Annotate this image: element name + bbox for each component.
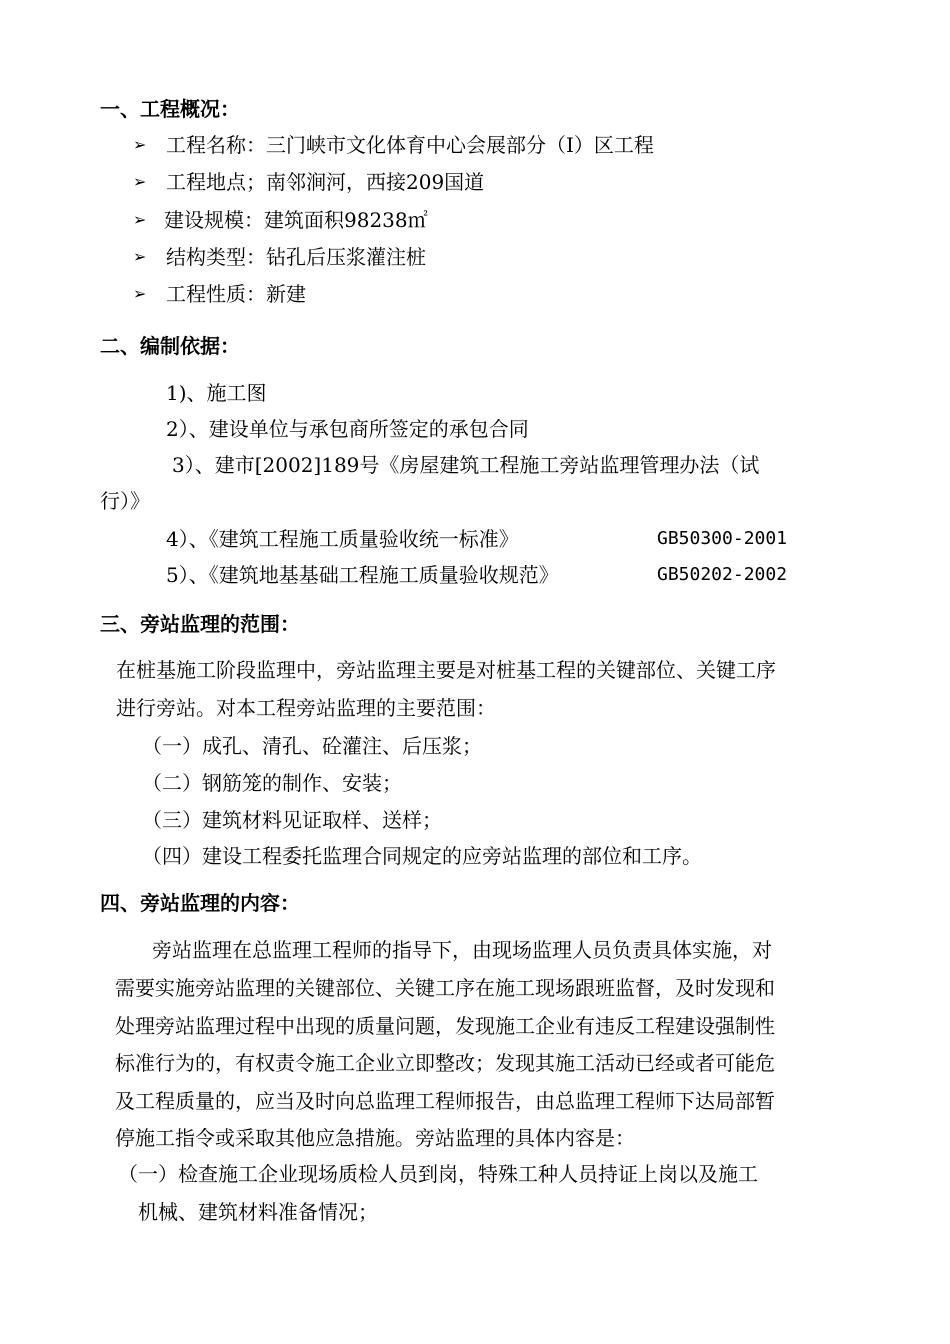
bullet-arrow-icon: ➢ [133,210,147,229]
basis-code-4: GB50300-2001 [657,528,788,549]
scope-item-1: （一）成孔、清孔、砼灌注、后压浆； [142,734,482,758]
scope-item-4: （四）建设工程委托监理合同规定的应旁站监理的部位和工序。 [142,844,702,868]
basis-item-3-cont: 行）》 [100,489,150,513]
basis-item-1: 1)、施工图 [166,381,267,405]
scope-intro-line-2: 进行旁站。对本工程旁站监理的主要范围： [116,696,496,720]
content-paragraph-line-5: 及工程质量的，应当及时向总监理工程师报告，由总监理工程师下达局部暂 [115,1089,775,1113]
bullet-arrow-icon: ➢ [133,284,147,303]
basis-item-3: 3）、建市[2002]189号《房屋建筑工程施工旁站监理管理办法（试 [172,453,760,477]
basis-item-4: 4）、《建筑工程施工质量验收统一标准》 [166,527,519,551]
section-heading-scope: 三、旁站监理的范围： [100,612,300,636]
content-item-1-line-1: （一）检查施工企业现场质检人员到岗，特殊工种人员持证上岗以及施工 [118,1162,758,1186]
section-heading-overview: 一、工程概况： [100,97,240,121]
section-heading-content: 四、旁站监理的内容： [100,891,300,915]
bullet-arrow-icon: ➢ [133,172,147,191]
content-item-1-line-2: 机械、建筑材料准备情况； [138,1200,378,1224]
overview-item-nature: 工程性质：新建 [166,282,306,306]
bullet-arrow-icon: ➢ [133,247,147,266]
overview-item-name: 工程名称：三门峡市文化体育中心会展部分（Ⅰ）区工程 [166,133,654,157]
overview-item-structure: 结构类型：钻孔后压浆灌注桩 [166,245,426,269]
basis-item-2: 2）、建设单位与承包商所签定的承包合同 [166,417,529,441]
basis-item-5: 5）、《建筑地基基础工程施工质量验收规范》 [166,563,559,587]
basis-code-5: GB50202-2002 [657,564,788,585]
content-paragraph-line-4: 标准行为的，有权责令施工企业立即整改；发现其施工活动已经或者可能危 [115,1051,775,1075]
overview-item-scale: 建设规模：建筑面积98238㎡ [164,208,428,232]
overview-item-location: 工程地点；南邻涧河，西接209国道 [166,170,485,194]
content-paragraph-line-6: 停施工指令或采取其他应急措施。旁站监理的具体内容是： [115,1126,635,1150]
content-paragraph-line-3: 处理旁站监理过程中出现的质量问题，发现施工企业有违反工程建设强制性 [115,1014,775,1038]
scope-item-3: （三）建筑材料见证取样、送样； [142,808,442,832]
content-paragraph-line-1: 旁站监理在总监理工程师的指导下，由现场监理人员负责具体实施，对 [152,938,772,962]
scope-item-2: （二）钢筋笼的制作、安装； [142,771,402,795]
scope-intro-line-1: 在桩基施工阶段监理中，旁站监理主要是对桩基工程的关键部位、关键工序 [116,658,776,682]
bullet-arrow-icon: ➢ [133,135,147,154]
section-heading-basis: 二、编制依据： [100,334,240,358]
content-paragraph-line-2: 需要实施旁站监理的关键部位、关键工序在施工现场跟班监督，及时发现和 [115,976,775,1000]
